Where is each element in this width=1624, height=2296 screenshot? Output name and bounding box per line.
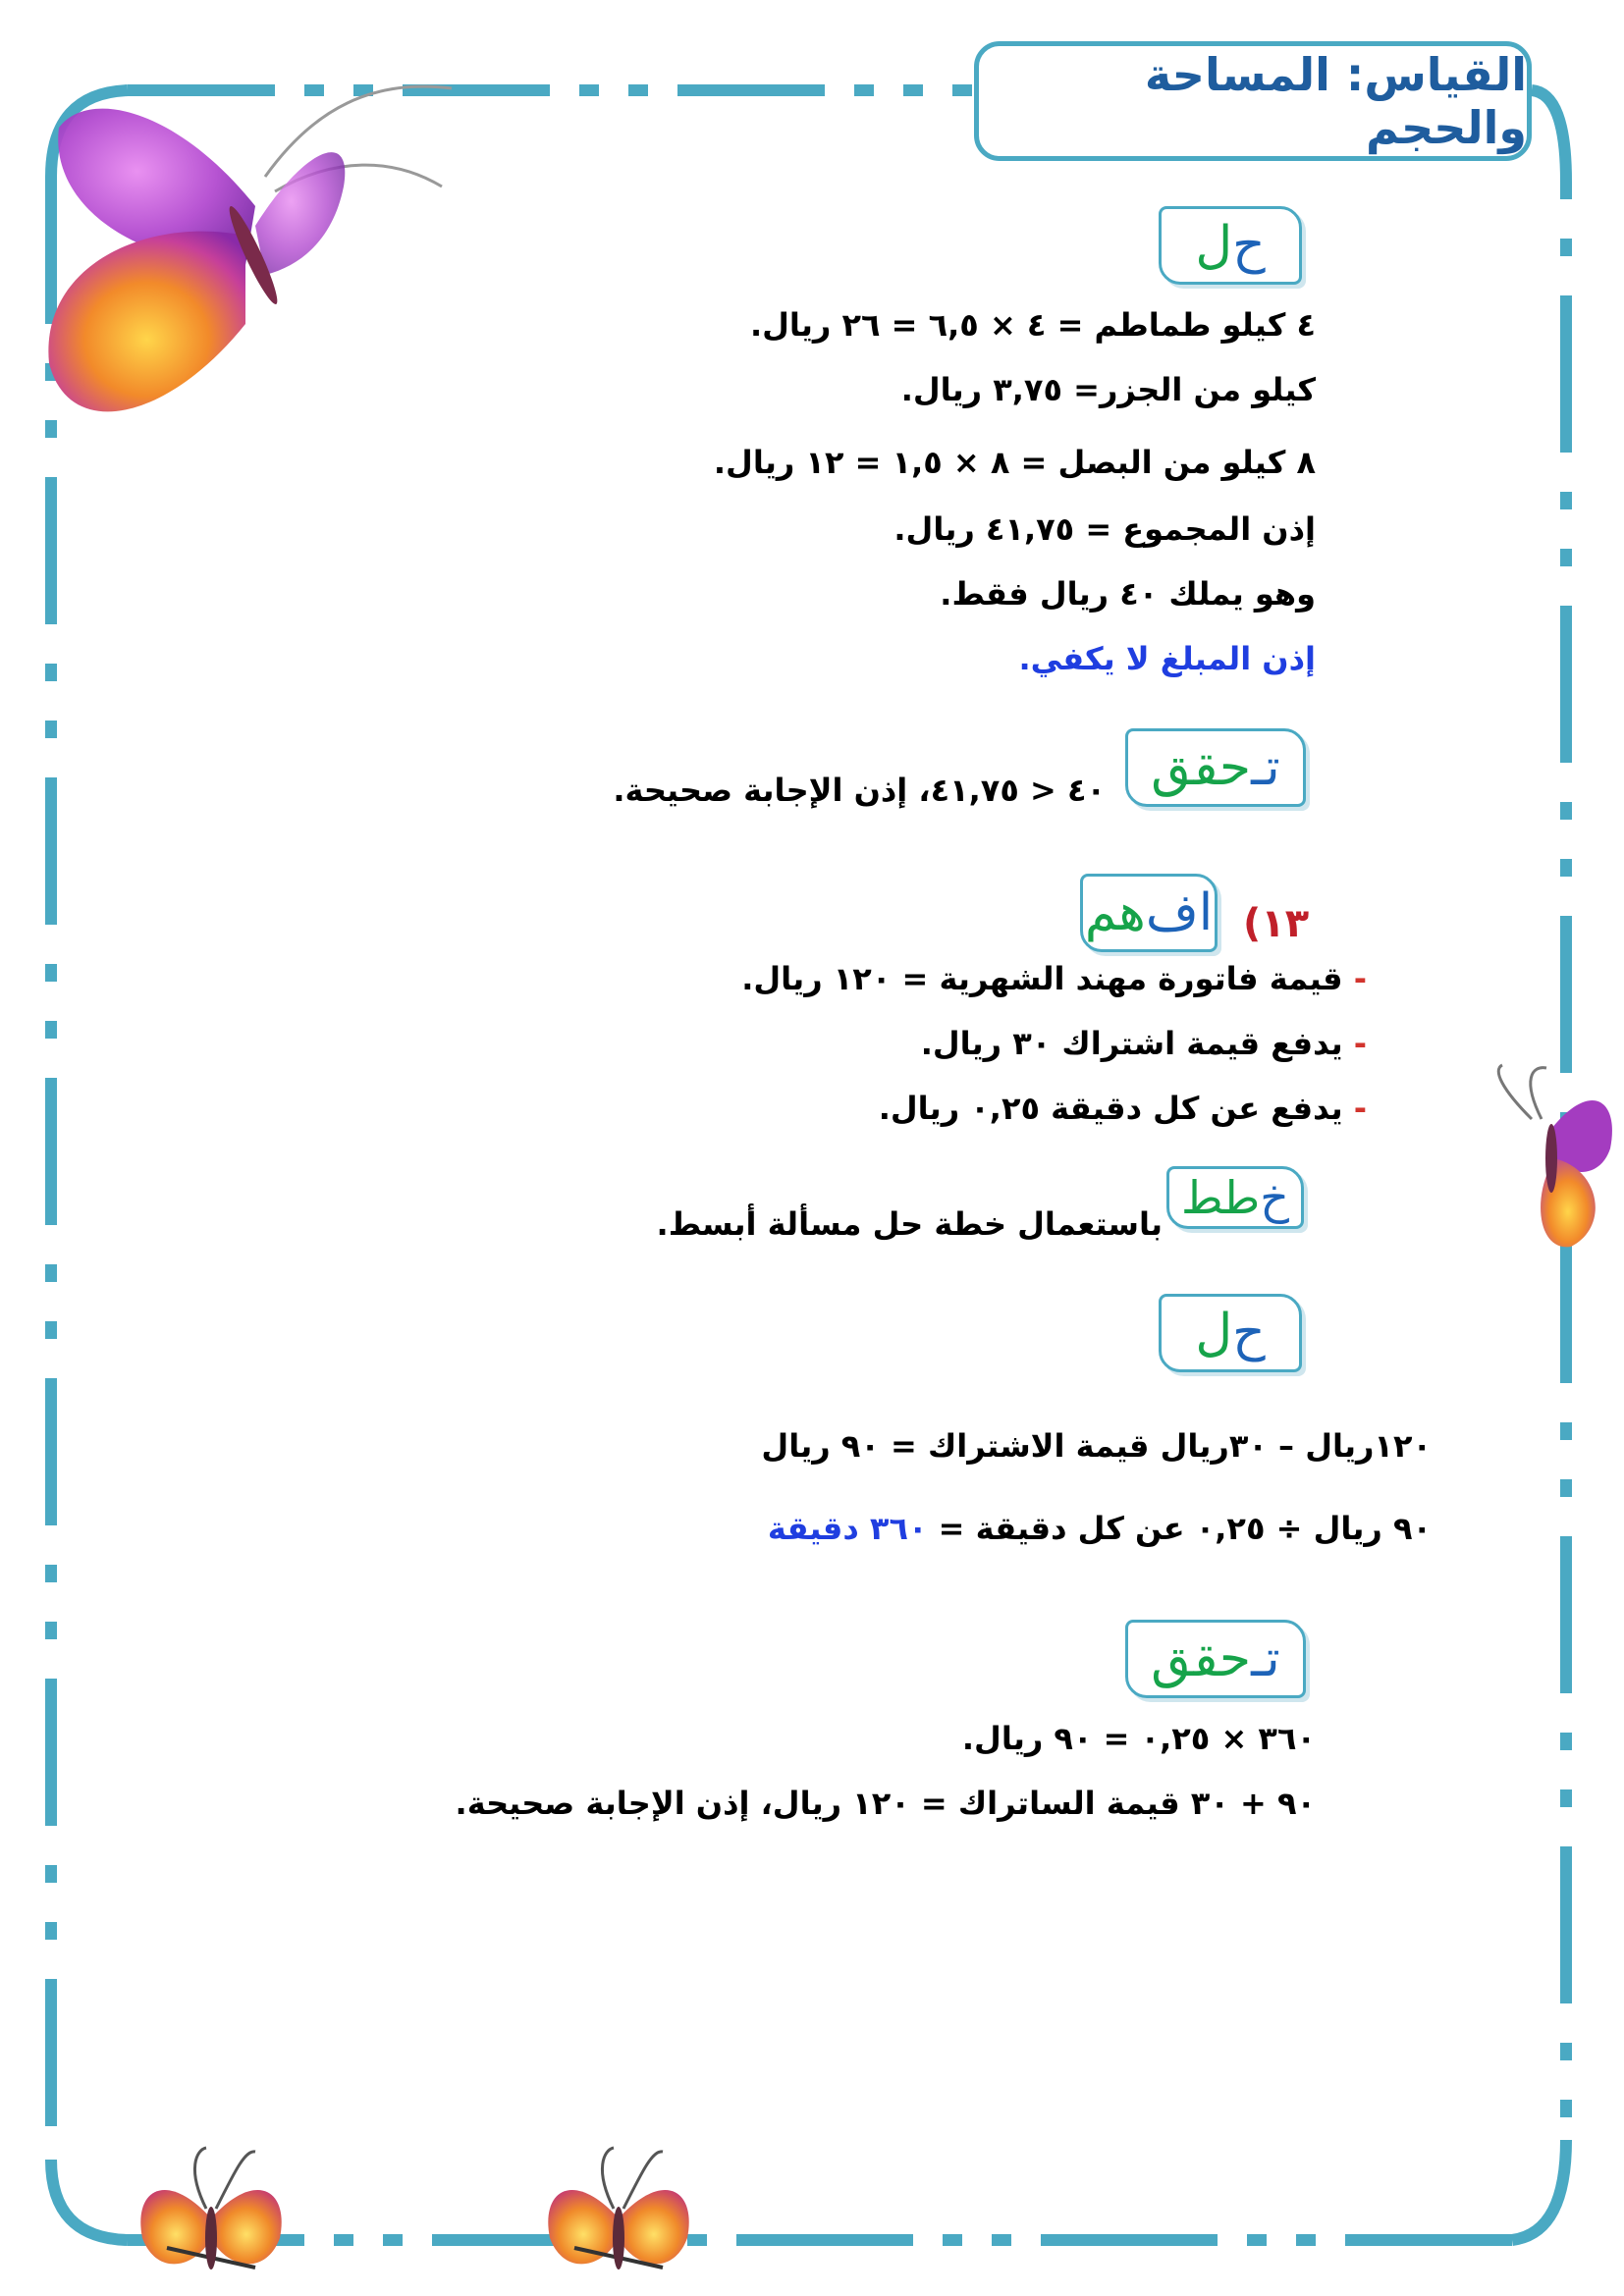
solution-line: ٩٠ ريال ÷ ٠,٢٥ عن كل دقيقة = ٣٦٠ دقيقة bbox=[767, 1510, 1432, 1547]
plan-text: باستعمال خطة حل مسألة أبسط. bbox=[656, 1205, 1163, 1243]
butterfly-bottom-icon bbox=[535, 2140, 702, 2296]
solution-line: وهو يملك ٤٠ ريال فقط. bbox=[940, 575, 1316, 613]
solve-tag: ح ل bbox=[1159, 206, 1302, 285]
understand-tag: اف هم bbox=[1080, 874, 1218, 952]
check-text: ٤٠ < ٤١,٧٥، إذن الإجابة صحيحة. bbox=[613, 772, 1106, 809]
solution-line: إذن المجموع = ٤١,٧٥ ريال. bbox=[893, 510, 1316, 548]
page-title: القياس: المساحة والحجم bbox=[1144, 48, 1527, 154]
butterfly-bottom-icon bbox=[128, 2140, 295, 2296]
answer-value: ٣٦٠ دقيقة bbox=[767, 1510, 928, 1547]
butterfly-large-icon bbox=[20, 69, 471, 481]
check-line: ٣٦٠ × ٠,٢٥ = ٩٠ ريال. bbox=[961, 1720, 1316, 1757]
butterfly-small-icon bbox=[1473, 1060, 1620, 1256]
page-title-box bbox=[974, 41, 1532, 161]
check-tag: تـ حقق bbox=[1125, 728, 1306, 807]
check-line: ٩٠ + ٣٠ قيمة الساتراك = ١٢٠ ريال، إذن الإجابة صحيحة. bbox=[455, 1785, 1316, 1822]
solution-line: ١٢٠ريال – ٣٠ريال قيمة الاشتراك = ٩٠ ريال bbox=[761, 1427, 1432, 1465]
check-tag: تـ حقق bbox=[1125, 1620, 1306, 1698]
solution-line: ٤ كيلو طماطم = ٤ × ٦,٥ = ٢٦ ريال. bbox=[749, 306, 1316, 344]
problem-number: ١٣) bbox=[1243, 901, 1310, 946]
plan-tag: خ طط bbox=[1166, 1166, 1304, 1229]
solution-line: كيلو من الجزر= ٣,٧٥ ريال. bbox=[900, 371, 1316, 408]
answer-line: إذن المبلغ لا يكفي. bbox=[1018, 640, 1316, 677]
solution-line: ٨ كيلو من البصل = ٨ × ١,٥ = ١٢ ريال. bbox=[713, 444, 1316, 481]
bullet-item: - يدفع عن كل دقيقة ٠,٢٥ ريال. bbox=[878, 1090, 1367, 1127]
solve-tag: ح ل bbox=[1159, 1294, 1302, 1372]
bullet-item: - يدفع قيمة اشتراك ٣٠ ريال. bbox=[920, 1025, 1367, 1062]
bullet-item: - قيمة فاتورة مهند الشهرية = ١٢٠ ريال. bbox=[741, 960, 1367, 997]
